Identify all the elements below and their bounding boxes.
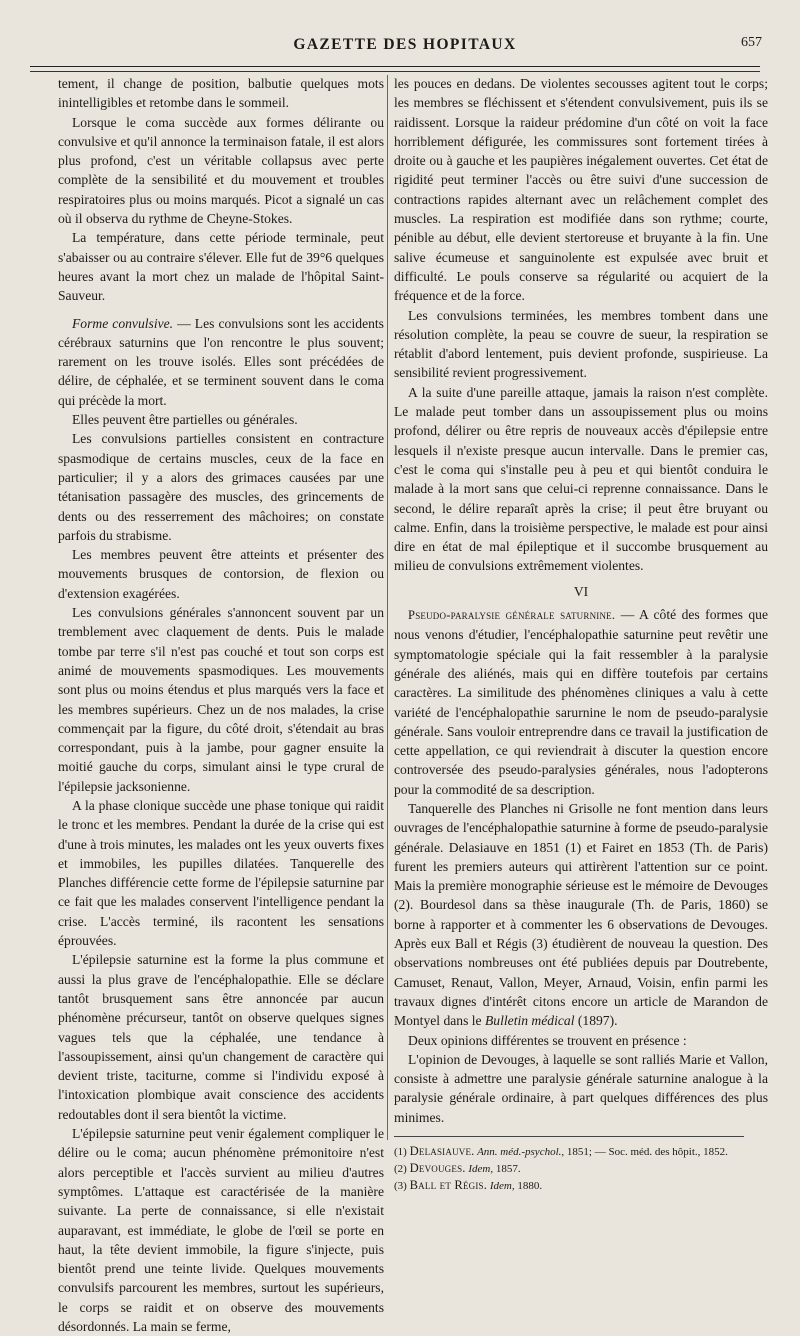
footnote-rule: [394, 1136, 744, 1137]
paragraph: Les membres peuvent être atteints et présenter des mouvements brusques de contorsion, de flexion ou d'extension exagérées.: [58, 547, 384, 601]
journal-title: GAZETTE DES HOPITAUX: [293, 36, 517, 53]
paragraph: les pouces en dedans. De violentes secousses agitent tout le corps; les membres se fléchissent et s'étendent convulsivement, puis ils se raidissent. Lorsque la raideur prédomine d'un côté on voit la face horriblement défigurée, les commissures sont fortement tirées à droite ou à gauche et les paupières inégalement ouvertes. Cet état de rigidité peut terminer l'accès ou être suivi d'une succession de contractions rapides alternant avec un relâchement complet des muscles. La respiration est modifiée dans son rythme; courte, pénible au début, elle devient stertoreuse et bruyante à la fin. Une salive écumeuse et sanguinolente est expulsée avec bruit et difficulté. Le pouls conserve sa régularité ou acquiert de la fréquence et de la force.: [394, 76, 768, 304]
paragraph: Elles peuvent être partielles ou générales.: [72, 412, 298, 428]
journal-name: Bulletin médical: [485, 1013, 575, 1029]
footnote-author: Devouges.: [409, 1161, 466, 1176]
footnote-text: , 1851; — Soc. méd. des hôpit., 1852.: [561, 1146, 728, 1159]
paragraph: L'épilepsie saturnine peut venir également compliquer le délire ou le coma; aucun phénomène prémonitoire n'est alors perceptible et l'accès survient au milieu d'autres symptômes. L'attaque est caractérisée de la manière suivante. La perte de connaissance, si elle n'existait auparavant, est immédiate, le globe de l'œil se porte en haut, la tête devient immobile, la figure s'injecte, puis bientôt prend une teinte livide. Quelques mouvements convulsifs parcourent les membres, surtout les supérieurs, le corps se raidit et on observe des mouvements désordonnés. La main se ferme,: [58, 1126, 384, 1334]
footnote-journal: Idem,: [487, 1180, 515, 1193]
page-header: [40, 32, 770, 62]
header-rule: [30, 66, 760, 67]
paragraph: A la suite d'une pareille attaque, jamais la raison n'est complète. Le malade peut tomber dans un assoupissement plus ou moins profond, délirer ou être repris de nouveaux accès d'épilepsie entre lesquels il n'existe presque aucun intervalle. Dans le premier cas, c'est le coma qui s'installe peu à peu et qui bientôt conduira le malade à la mort sans que celui-ci reprenne connaissance. Dans le second, le délire reparaît après la crise; il peut être bruyant ou calme. Enfin, dans la troisième perspective, le malade est pour ainsi dire en état de mal épileptique et il succombe brusquement au milieu de convulsions extrêmement violentes.: [394, 384, 768, 574]
paragraph-history: [394, 799, 768, 1031]
paragraph: A la phase clonique succède une phase tonique qui raidit le tronc et les membres. Pendant la durée de la crise qui est d'une à trois minutes, les malades ont les yeux ouverts fixes et immobiles, les pupilles dilatées. Tanquerelle des Planches différencie cette forme de l'épilepsie saturnine par ce fait que les malades conservent l'intelligence pendant la crise. L'accès terminé, ils racontent les sensations éprouvées.: [58, 797, 384, 949]
footnote-journal: Idem,: [465, 1163, 494, 1176]
footnote-3: [394, 1177, 768, 1194]
paragraph-text: (1897).: [574, 1013, 618, 1029]
section-number: VI: [573, 583, 589, 599]
footnote-text: 1880.: [514, 1180, 543, 1193]
paragraph: Lorsque le coma succède aux formes délirante ou convulsive et qu'il annonce la terminaison fatale, il est alors plus profond, c'est un véritable collapsus avec perte complète de la sensibilité et du mouvement et troubles respiratoires plus ou moins marqués. Picot a signalé un cas où il observa du rythme de Cheyne-Stokes.: [58, 114, 384, 227]
paragraph: Les convulsions partielles consistent en contracture spasmodique de certains muscles, ceux de la face en particulier; il y a alors des grimaces causées par une tétanisation passagère des muscles, des grincements de dents ou des resserrement des mâchoires; on constate parfois du strabisme.: [58, 431, 384, 543]
paragraph-text: Tanquerelle des Planches ni Grisolle ne font mention dans leurs ouvrages de l'encéphalopathie saturnine à forme de pseudo-paralysie générale. Delasiauve en 1851 (1) et Fairet en 1853 (Th. de Paris) furent les premiers auteurs qui attirèrent l'attention sur ce point. Mais la première monographie sérieuse est le mémoire de Devouges (2). Bourdesol dans sa thèse inaugurale (Th. de Paris, 1860) se borne à rapporter et à commenter les 6 observations de Devouges. Après eux Ball et Régis (3) étudièrent de nouveau la question. Des observations nombreuses ont été publiées depuis par Doutrebente, Camuset, Renaut, Vallon, Meyer, Arnaud, Voisin, enfin parmi les travaux dignes d'intérêt citons encore un article de Marandon de Montyel dans le: [394, 800, 768, 1029]
paragraph-pseudo-paralysie: [394, 605, 768, 799]
paragraph: Les convulsions générales s'annoncent souvent par un tremblement avec claquement de dents. Puis le malade tombe par terre s'il n'est pas couché et tout son corps est animé de mouvements spasmodiques. Les mouvements sont plus ou moins étendus et plus marqués vers la face et les membres supérieurs. Chez un de nos malades, la crise commençait par la figure, du côté droit, s'étendait au bras correspondant, puis à la jambe, pour gagner ensuite la moitié gauche du corps, simulant ainsi le type crural de l'épilepsie jacksonienne.: [58, 605, 384, 794]
paragraph: L'épilepsie saturnine est la forme la plus commune et aussi la plus grave de l'encéphalopathie. Elle se déclare tantôt brusquement sans être annoncée par aucun phénomène précurseur, tantôt on observe quelques signes vagues tels que la céphalée, une tendance à l'assoupissement, ainsi qu'un changement de caractère qui devient triste, taciturne, comme si l'individu exposé à l'intoxication plombique avait conscience des accidents redoutables dont il sera bientôt la victime.: [58, 952, 384, 1122]
right-column: [394, 74, 768, 1194]
footnote-author: Delasiauve.: [409, 1144, 475, 1159]
page-number: 657: [741, 35, 762, 50]
paragraph: Les convulsions terminées, les membres tombent dans une résolution complète, la peau se couvre de sueur, la respiration se rétablit d'abord lentement, puis devient profonde, suspirieuse. La sensibilité revient progressivement.: [394, 307, 768, 381]
column-divider: [387, 75, 388, 1140]
footnote-number: (2): [394, 1163, 410, 1176]
paragraph: Deux opinions différentes se trouvent en présence :: [408, 1032, 687, 1048]
footnote-journal: Ann. méd.-psychol.: [474, 1146, 562, 1159]
paragraph-text: — Les convulsions sont les accidents cérébraux saturnins que l'on rencontre le plus souvent; rarement on les trouve isolés. Elles sont précédées de délire, de céphalée, et se terminent souvent dans le coma qui précède la mort.: [58, 315, 384, 408]
paragraph: tement, il change de position, balbutie quelques mots inintelligibles et retombe dans le sommeil.: [58, 76, 384, 111]
section-heading: Forme convulsive.: [72, 315, 174, 331]
paragraph: La température, dans cette période terminale, peut s'abaisser ou au contraire s'élever. Elle fut de 39°6 quelques heures avant la mort chez un malade de l'hôpital Saint-Sauveur.: [58, 230, 384, 304]
footnote-text: 1857.: [493, 1163, 521, 1176]
footnote-1: [394, 1143, 768, 1160]
footnote-number: (3): [394, 1180, 410, 1193]
paragraph-forme-convulsive: [58, 314, 384, 410]
footnote-2: [394, 1160, 768, 1177]
section-heading: Pseudo-paralysie générale saturnine.: [408, 608, 616, 623]
paragraph-text: — A côté des formes que nous venons d'étudier, l'encéphalopathie saturnine peut revêtir une symptomatologie spéciale qui la fait ressembler à la paralysie générale des aliénés, mais qui en diffère toutefois par certains caractères. La similitude des phénomènes cliniques a valu à cette variété de l'encéphalopathie sarurnine le nom de pseudo-paralysie générale. Sans vouloir entreprendre dans ce travail la justification de cette appellation, ce qui reviendrait à discuter la question encore controversée des pseudo-paralysies générales, nous l'adopterons pour la commodité de sa description.: [394, 607, 768, 797]
footnote-author: Ball et Régis.: [409, 1178, 488, 1193]
footnote-number: (1): [394, 1146, 410, 1159]
paragraph: L'opinion de Devouges, à laquelle se sont ralliés Marie et Vallon, consiste à admettre une paralysie générale saturnine analogue à la paralysie générale ordinaire, à part quelques différences des plus minimes.: [394, 1051, 768, 1125]
header-rule-double: [30, 71, 760, 72]
